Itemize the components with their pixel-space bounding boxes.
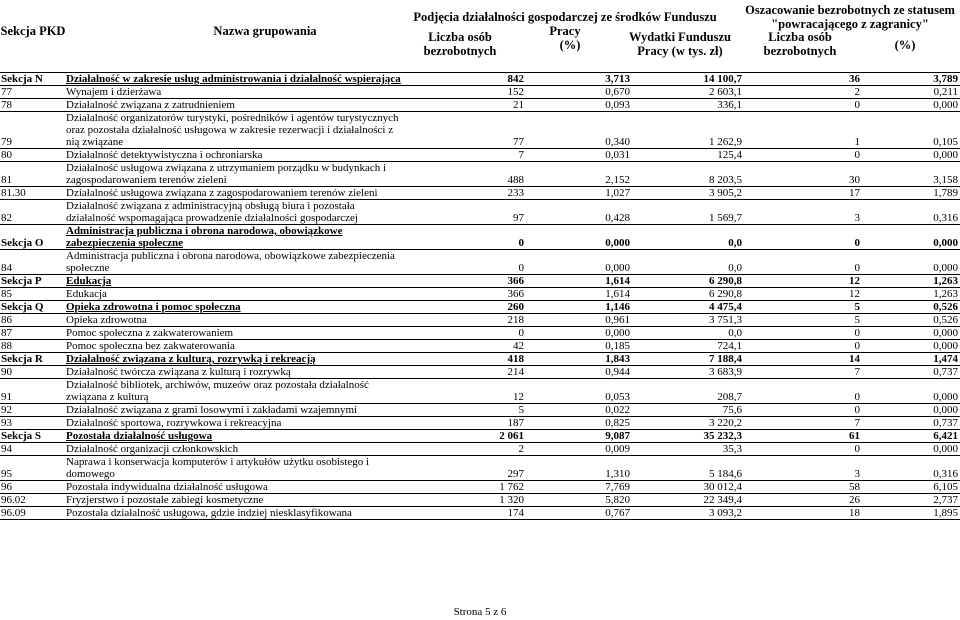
row-percent: 0,340 (526, 112, 632, 149)
row-count: 174 (434, 507, 526, 520)
row-name: Pozostała indywidualna działalność usługowa (64, 481, 434, 494)
row-count: 488 (434, 162, 526, 187)
row-count: 0 (434, 225, 526, 250)
row-abroad-percent: 0,737 (862, 366, 960, 379)
row-count: 1 762 (434, 481, 526, 494)
row-abroad-percent: 0,000 (862, 327, 960, 340)
row-abroad-percent: 0,000 (862, 99, 960, 112)
row-percent: 0,944 (526, 366, 632, 379)
row-percent: 5,820 (526, 494, 632, 507)
table-row (0, 112, 960, 149)
row-abroad-count: 5 (744, 314, 862, 327)
row-count: 260 (434, 301, 526, 314)
row-code: Sekcja S (0, 430, 64, 443)
row-count: 214 (434, 366, 526, 379)
row-abroad-percent: 3,789 (862, 73, 960, 86)
row-name: Administracja publiczna i obrona narodowa, obowiązkowe zabezpieczenia społeczne (64, 225, 434, 250)
row-expenses: 0,0 (632, 327, 744, 340)
row-expenses: 4 475,4 (632, 301, 744, 314)
row-percent: 1,146 (526, 301, 632, 314)
row-percent: 2,152 (526, 162, 632, 187)
section-row (0, 225, 960, 250)
row-expenses: 8 203,5 (632, 162, 744, 187)
row-abroad-count: 61 (744, 430, 862, 443)
table-row (0, 327, 960, 340)
row-count: 233 (434, 187, 526, 200)
row-expenses: 2 603,1 (632, 86, 744, 99)
row-abroad-percent: 0,000 (862, 340, 960, 353)
header-pkd: Sekcja PKD (0, 24, 66, 38)
table-row (0, 250, 960, 275)
section-row (0, 73, 960, 86)
row-percent: 1,310 (526, 456, 632, 481)
row-expenses: 6 290,8 (632, 288, 744, 301)
row-count: 42 (434, 340, 526, 353)
table-row (0, 379, 960, 404)
row-count: 366 (434, 288, 526, 301)
row-expenses: 0,0 (632, 225, 744, 250)
row-count: 842 (434, 73, 526, 86)
row-expenses: 3 093,2 (632, 507, 744, 520)
row-expenses: 3 683,9 (632, 366, 744, 379)
row-name: Działalność sportowa, rozrywkowa i rekreacyjna (64, 417, 434, 430)
row-name: Działalność związana z kulturą, rozrywką i rekreacją (64, 353, 434, 366)
row-percent: 1,614 (526, 275, 632, 288)
row-percent: 0,961 (526, 314, 632, 327)
row-percent: 1,027 (526, 187, 632, 200)
row-expenses: 724,1 (632, 340, 744, 353)
row-abroad-percent: 1,263 (862, 288, 960, 301)
row-count: 366 (434, 275, 526, 288)
table-body (0, 73, 960, 520)
row-count: 77 (434, 112, 526, 149)
header-name: Nazwa grupowania (213, 24, 317, 38)
row-name: Działalność związana z grami losowymi i zakładami wzajemnymi (64, 404, 434, 417)
row-count: 1 320 (434, 494, 526, 507)
row-name: Pomoc społeczna z zakwaterowaniem (64, 327, 434, 340)
row-percent: 7,769 (526, 481, 632, 494)
row-count: 0 (434, 327, 526, 340)
row-expenses: 1 262,9 (632, 112, 744, 149)
header-fund-pct: (%) (559, 38, 581, 52)
row-expenses: 0,0 (632, 250, 744, 275)
row-abroad-count: 0 (744, 250, 862, 275)
row-name: Działalność związana z zatrudnieniem (64, 99, 434, 112)
row-name: Opieka zdrowotna (64, 314, 434, 327)
row-percent: 0,825 (526, 417, 632, 430)
row-abroad-count: 26 (744, 494, 862, 507)
table-row (0, 443, 960, 456)
row-percent: 3,713 (526, 73, 632, 86)
row-abroad-percent: 0,000 (862, 225, 960, 250)
row-abroad-count: 58 (744, 481, 862, 494)
row-code: 81.30 (0, 187, 64, 200)
row-code: Sekcja N (0, 73, 64, 86)
row-code: 78 (0, 99, 64, 112)
row-abroad-percent: 0,211 (862, 86, 960, 99)
row-expenses: 208,7 (632, 379, 744, 404)
row-abroad-percent: 1,263 (862, 275, 960, 288)
row-abroad-count: 0 (744, 99, 862, 112)
row-abroad-count: 1 (744, 112, 862, 149)
row-abroad-count: 7 (744, 417, 862, 430)
row-count: 187 (434, 417, 526, 430)
row-percent: 0,000 (526, 250, 632, 275)
row-abroad-count: 0 (744, 379, 862, 404)
row-expenses: 1 569,7 (632, 200, 744, 225)
row-abroad-percent: 0,000 (862, 250, 960, 275)
row-abroad-percent: 0,000 (862, 443, 960, 456)
row-name: Działalność organizatorów turystyki, pośredników i agentów turystycznych oraz pozostała działalność usługowa w zakresie rezerwacji i działalności z nią związane (64, 112, 434, 149)
row-expenses: 125,4 (632, 149, 744, 162)
row-abroad-percent: 2,737 (862, 494, 960, 507)
section-row (0, 430, 960, 443)
row-name: Działalność bibliotek, archiwów, muzeów oraz pozostała działalność związana z kulturą (64, 379, 434, 404)
row-percent: 0,185 (526, 340, 632, 353)
row-name: Działalność usługowa związana z zagospodarowaniem terenów zieleni (64, 187, 434, 200)
row-code: 94 (0, 443, 64, 456)
header-group-fund: Podjęcia działalności gospodarczej ze środków Funduszu Pracy (413, 10, 717, 38)
row-name: Działalność związana z administracyjną obsługą biura i pozostała działalność wspomagająca prowadzenie działalności gospodarczej (64, 200, 434, 225)
table-row (0, 162, 960, 187)
row-code: 96.02 (0, 494, 64, 507)
row-code: 85 (0, 288, 64, 301)
row-name: Działalność detektywistyczna i ochroniarska (64, 149, 434, 162)
table-row (0, 366, 960, 379)
row-count: 418 (434, 353, 526, 366)
row-count: 218 (434, 314, 526, 327)
row-abroad-count: 5 (744, 301, 862, 314)
table-row (0, 340, 960, 353)
row-abroad-count: 14 (744, 353, 862, 366)
row-code: 92 (0, 404, 64, 417)
row-code: 81 (0, 162, 64, 187)
row-expenses: 6 290,8 (632, 275, 744, 288)
section-row (0, 275, 960, 288)
row-code: Sekcja Q (0, 301, 64, 314)
table-row (0, 149, 960, 162)
row-code: 79 (0, 112, 64, 149)
row-code: Sekcja R (0, 353, 64, 366)
row-abroad-percent: 0,737 (862, 417, 960, 430)
row-percent: 0,428 (526, 200, 632, 225)
row-percent: 0,053 (526, 379, 632, 404)
data-table (0, 72, 960, 520)
row-abroad-count: 7 (744, 366, 862, 379)
header-fund-count: Liczba osób bezrobotnych (423, 30, 497, 58)
row-percent: 0,000 (526, 225, 632, 250)
row-expenses: 75,6 (632, 404, 744, 417)
row-code: 90 (0, 366, 64, 379)
row-name: Naprawa i konserwacja komputerów i artykułów użytku osobistego i domowego (64, 456, 434, 481)
page-number: Strona 5 z 6 (453, 606, 507, 618)
row-code: Sekcja P (0, 275, 64, 288)
row-count: 0 (434, 250, 526, 275)
section-row (0, 301, 960, 314)
row-name: Działalność organizacji członkowskich (64, 443, 434, 456)
row-abroad-count: 36 (744, 73, 862, 86)
row-code: 80 (0, 149, 64, 162)
table-row (0, 417, 960, 430)
table-row (0, 404, 960, 417)
table-header (0, 0, 960, 62)
row-expenses: 336,1 (632, 99, 744, 112)
row-percent: 9,087 (526, 430, 632, 443)
row-abroad-count: 0 (744, 340, 862, 353)
table-row (0, 288, 960, 301)
row-expenses: 35,3 (632, 443, 744, 456)
table-row (0, 481, 960, 494)
row-expenses: 5 184,6 (632, 456, 744, 481)
row-expenses: 22 349,4 (632, 494, 744, 507)
header-group-abroad: Oszacowanie bezrobotnych ze statusem "powracającego z zagranicy" (745, 3, 955, 31)
header-abroad-count: Liczba osób bezrobotnych (763, 30, 837, 58)
row-name: Działalność w zakresie usług administrowania i działalność wspierająca (64, 73, 434, 86)
row-count: 2 (434, 443, 526, 456)
row-abroad-percent: 0,000 (862, 379, 960, 404)
row-abroad-count: 0 (744, 327, 862, 340)
row-abroad-count: 12 (744, 275, 862, 288)
table-row (0, 200, 960, 225)
row-percent: 1,614 (526, 288, 632, 301)
row-name: Administracja publiczna i obrona narodowa, obowiązkowe zabezpieczenia społeczne (64, 250, 434, 275)
row-name: Działalność twórcza związana z kulturą i rozrywką (64, 366, 434, 379)
row-expenses: 7 188,4 (632, 353, 744, 366)
row-percent: 0,670 (526, 86, 632, 99)
row-abroad-count: 12 (744, 288, 862, 301)
row-abroad-count: 3 (744, 200, 862, 225)
row-abroad-percent: 0,316 (862, 456, 960, 481)
row-name: Edukacja (64, 275, 434, 288)
row-abroad-count: 2 (744, 86, 862, 99)
row-count: 12 (434, 379, 526, 404)
row-abroad-percent: 1,474 (862, 353, 960, 366)
row-abroad-count: 18 (744, 507, 862, 520)
table-row (0, 494, 960, 507)
row-abroad-percent: 3,158 (862, 162, 960, 187)
row-abroad-percent: 0,105 (862, 112, 960, 149)
table-row (0, 314, 960, 327)
table-row (0, 86, 960, 99)
row-abroad-count: 0 (744, 404, 862, 417)
row-abroad-percent: 0,000 (862, 149, 960, 162)
row-abroad-count: 0 (744, 225, 862, 250)
section-row (0, 353, 960, 366)
row-code: 88 (0, 340, 64, 353)
table-row (0, 507, 960, 520)
table-row (0, 456, 960, 481)
row-abroad-count: 30 (744, 162, 862, 187)
row-name: Wynajem i dzierżawa (64, 86, 434, 99)
row-expenses: 14 100,7 (632, 73, 744, 86)
row-abroad-percent: 0,316 (862, 200, 960, 225)
row-abroad-count: 3 (744, 456, 862, 481)
row-percent: 0,767 (526, 507, 632, 520)
row-code: 95 (0, 456, 64, 481)
row-percent: 0,022 (526, 404, 632, 417)
row-abroad-percent: 1,895 (862, 507, 960, 520)
row-percent: 0,000 (526, 327, 632, 340)
header-abroad-pct: (%) (894, 38, 916, 52)
row-abroad-percent: 1,789 (862, 187, 960, 200)
row-abroad-count: 17 (744, 187, 862, 200)
table-row (0, 187, 960, 200)
row-name: Opieka zdrowotna i pomoc społeczna (64, 301, 434, 314)
row-code: 82 (0, 200, 64, 225)
row-count: 5 (434, 404, 526, 417)
row-code: 86 (0, 314, 64, 327)
row-code: 84 (0, 250, 64, 275)
row-count: 2 061 (434, 430, 526, 443)
table-row (0, 99, 960, 112)
row-count: 97 (434, 200, 526, 225)
row-expenses: 3 751,3 (632, 314, 744, 327)
row-percent: 0,093 (526, 99, 632, 112)
row-name: Edukacja (64, 288, 434, 301)
row-abroad-percent: 0,000 (862, 404, 960, 417)
row-expenses: 3 220,2 (632, 417, 744, 430)
row-expenses: 30 012,4 (632, 481, 744, 494)
row-name: Fryzjerstwo i pozostałe zabiegi kosmetyczne (64, 494, 434, 507)
row-abroad-percent: 0,526 (862, 314, 960, 327)
row-abroad-percent: 6,105 (862, 481, 960, 494)
row-count: 297 (434, 456, 526, 481)
row-count: 21 (434, 99, 526, 112)
row-name: Pozostała działalność usługowa, gdzie indziej niesklasyfikowana (64, 507, 434, 520)
row-code: 91 (0, 379, 64, 404)
row-code: 77 (0, 86, 64, 99)
row-code: 87 (0, 327, 64, 340)
row-count: 152 (434, 86, 526, 99)
row-percent: 1,843 (526, 353, 632, 366)
row-name: Działalność usługowa związana z utrzymaniem porządku w budynkach i zagospodarowaniem terenów zieleni (64, 162, 434, 187)
row-abroad-count: 0 (744, 149, 862, 162)
row-percent: 0,009 (526, 443, 632, 456)
row-name: Pomoc społeczna bez zakwaterowania (64, 340, 434, 353)
row-expenses: 35 232,3 (632, 430, 744, 443)
row-count: 7 (434, 149, 526, 162)
row-expenses: 3 905,2 (632, 187, 744, 200)
row-abroad-percent: 0,526 (862, 301, 960, 314)
row-abroad-percent: 6,421 (862, 430, 960, 443)
row-abroad-count: 0 (744, 443, 862, 456)
row-percent: 0,031 (526, 149, 632, 162)
row-code: 96.09 (0, 507, 64, 520)
row-code: 93 (0, 417, 64, 430)
row-code: Sekcja O (0, 225, 64, 250)
row-code: 96 (0, 481, 64, 494)
header-fund-expenses: Wydatki Funduszu Pracy (w tys. zł) (628, 30, 731, 58)
row-name: Pozostała działalność usługowa (64, 430, 434, 443)
